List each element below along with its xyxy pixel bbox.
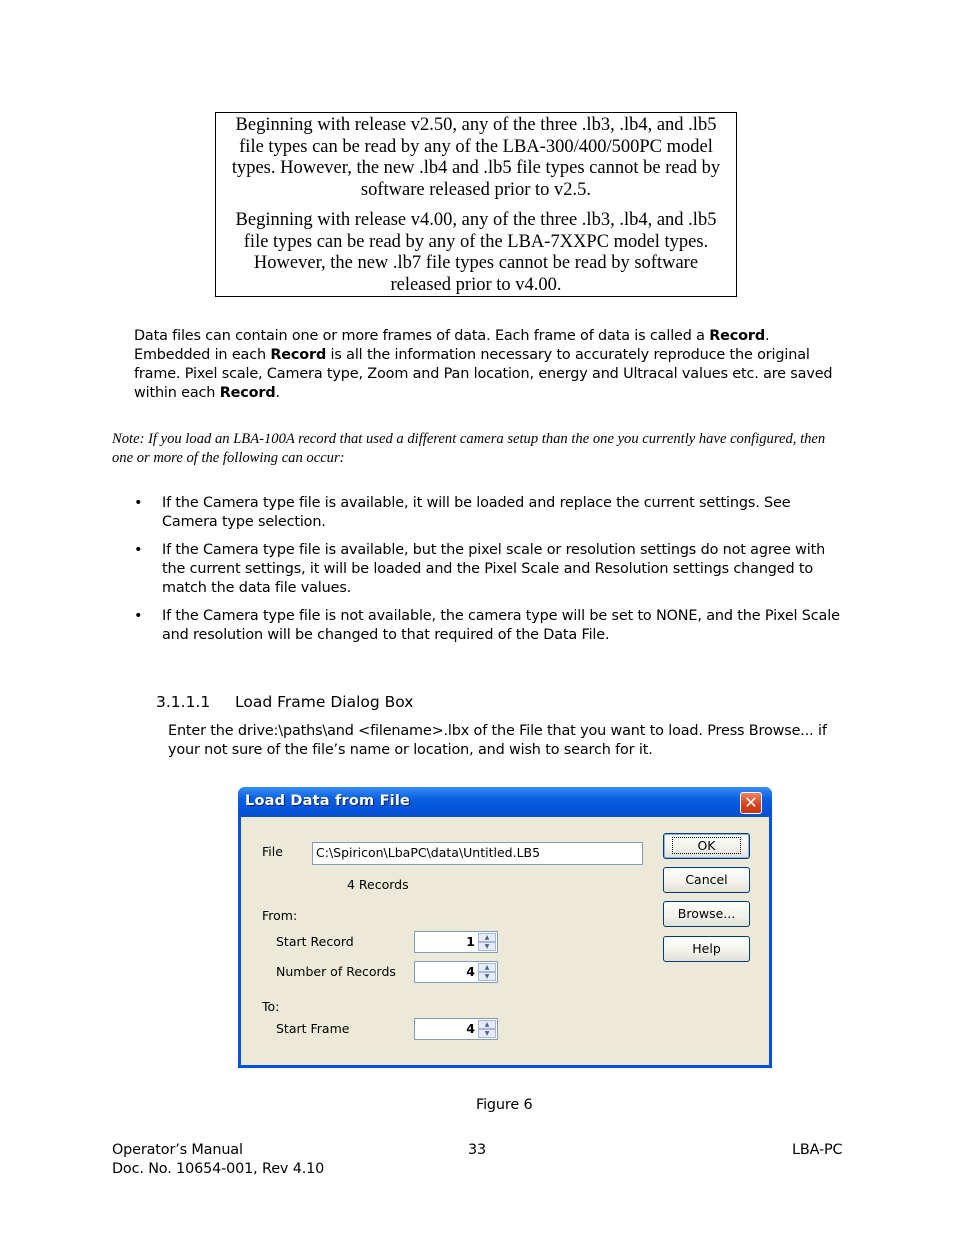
number-of-records-label: Number of Records [276,964,396,979]
footer-product: LBA-PC [792,1142,843,1158]
spin-down-icon[interactable]: ▼ [478,1029,496,1038]
spin-up-icon[interactable]: ▲ [478,933,496,942]
record-term: Record [709,328,766,344]
number-of-records-value: 4 [466,964,475,979]
records-paragraph: Data files can contain one or more frames of data. Each frame of data is called a Record. Embedded in each Record is all the information necessary to accurately reproduce the original frame. Pixel scale, Camera type, Zoom and Pan location, energy and Ultracal values etc. are saved within each Record. [134,328,833,401]
help-button[interactable]: Help [663,936,750,962]
spin-up-icon[interactable]: ▲ [478,963,496,972]
start-record-label: Start Record [276,934,354,949]
number-of-records-stepper[interactable] [414,961,498,983]
dialog-client-area [241,817,769,1065]
footer-left [112,1141,324,1179]
from-label: From: [262,908,298,923]
spin-up-icon[interactable]: ▲ [478,1020,496,1029]
release-note-v250: Beginning with release v2.50, any of the three .lb3, .lb4, and .lb5 file types can be read by any of the LBA-300/400/500PC model types. However, the new .lb4 and .lb5 file types cannot be read by software released prior to v2.5. [231,115,721,200]
start-frame-label: Start Frame [276,1021,350,1036]
close-icon: ✕ [744,793,758,812]
spin-down-icon[interactable]: ▼ [478,942,496,951]
record-term: Record [219,385,276,401]
load-data-dialog [238,787,772,1068]
dialog-title-bar[interactable] [238,787,772,817]
close-button[interactable] [740,792,762,814]
spin-down-icon[interactable]: ▼ [478,972,496,981]
camera-setup-note: Note: If you load an LBA-100A record that used a different camera setup than the one you currently have configured, then one or more of the following can occur: [112,431,826,466]
list-item: • If the Camera type file is not available, the camera type will be set to NONE, and the Pixel Scale and resolution will be changed to that required of the Data File. [134,607,849,645]
file-path-input[interactable]: C:\Spiricon\LbaPC\data\Untitled.LB5 [312,842,643,865]
footer-doc-number: Doc. No. 10654-001, Rev 4.10 [112,1161,325,1177]
record-term: Record [270,347,327,363]
dialog-title: Load Data from File [245,793,411,809]
release-note-v400: Beginning with release v4.00, any of the three .lb3, .lb4, and .lb5 file types can be read by any of the LBA-7XXPC model types. However, the new .lb7 file types cannot be read by software released prior to v4.00. [235,210,717,295]
section-title: Load Frame Dialog Box [235,693,414,711]
file-label: File [262,844,283,859]
start-frame-stepper[interactable] [414,1018,498,1040]
start-record-stepper[interactable] [414,931,498,953]
intro-paragraph: Enter the drive:\paths\and <filename>.lbx of the File that you want to load. Press Browse... if your not sure of the file’s name or location, and wish to search for it. [168,723,827,758]
list-item: • If the Camera type file is available, it will be loaded and replace the current settings. See Camera type selection. [134,494,849,532]
bullet-list [134,494,849,654]
cancel-button[interactable]: Cancel [663,867,750,893]
to-label: To: [262,999,280,1014]
footer-manual-title: Operator’s Manual [112,1142,243,1158]
start-record-value: 1 [466,934,475,949]
section-number: 3.1.1.1 [156,693,211,711]
ok-button[interactable]: OK [663,833,750,859]
records-count: 4 Records [347,877,409,892]
release-note-box [215,112,737,297]
page-number: 33 [468,1142,487,1158]
browse-button[interactable]: Browse... [663,901,750,927]
section-heading [156,692,413,712]
list-item: • If the Camera type file is available, but the pixel scale or resolution settings do not agree with the current settings, it will be loaded and the Pixel Scale and Resolution settings changed to match the data file values. [134,541,849,598]
start-frame-value: 4 [466,1021,475,1036]
figure-caption: Figure 6 [476,1097,533,1113]
